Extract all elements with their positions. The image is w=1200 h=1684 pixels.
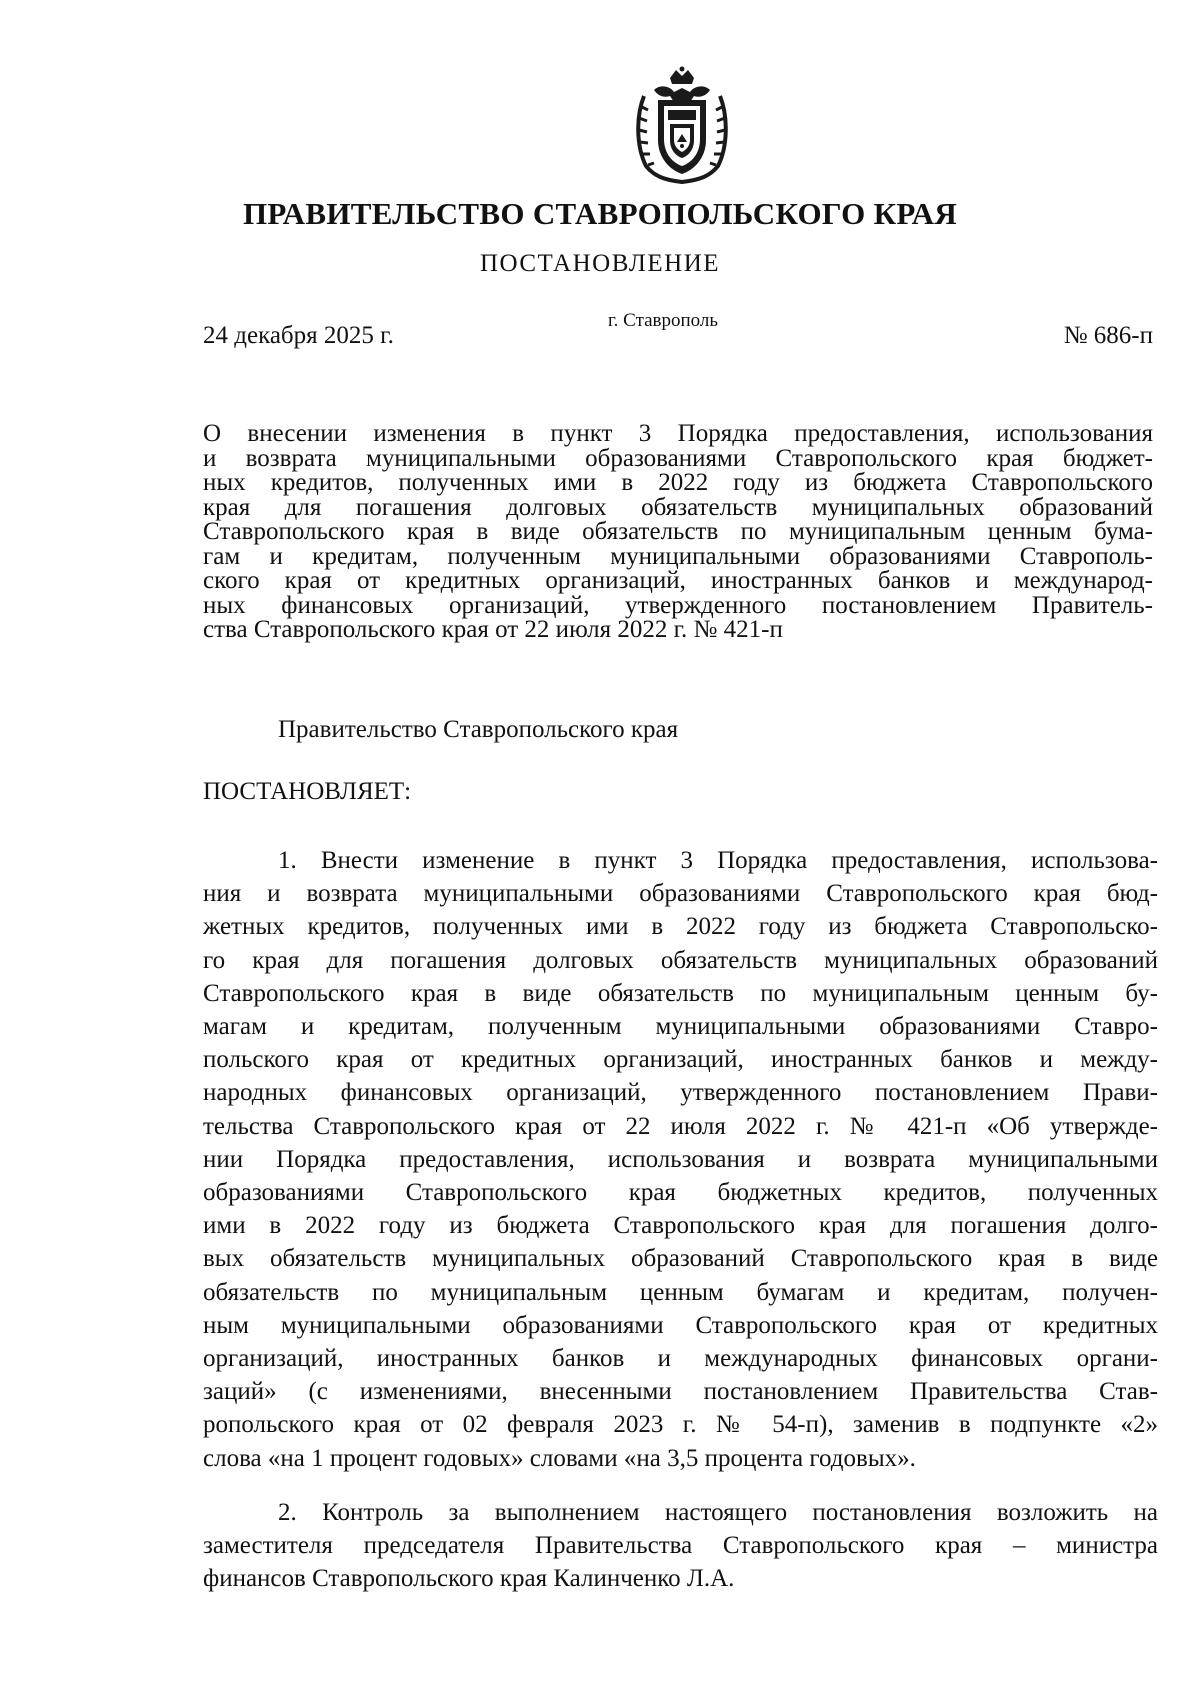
document-city: г. Ставрополь — [608, 310, 719, 331]
subject-line: ных финансовых организаций, утвержденного постановлением Правитель- — [203, 591, 1153, 619]
paragraph-2 — [203, 1496, 1158, 1596]
preamble-resolves: ПОСТАНОВЛЯЕТ: — [203, 778, 412, 805]
paragraph-1 — [203, 844, 1158, 1475]
document-date: 24 декабря 2025 г. — [203, 322, 394, 349]
paragraph-line: заместителя председателя Правительства Ставропольского края – министра — [203, 1532, 1158, 1560]
paragraph-line: польского края от кредитных организаций, иностранных банков и между- — [203, 1046, 1158, 1074]
paragraph-line: 1. Внести изменение в пункт 3 Порядка предоставления, использова- — [278, 847, 1158, 874]
document-subject — [203, 422, 1153, 643]
preamble-government: Правительство Ставропольского края — [278, 716, 679, 743]
paragraph-line: обязательств по муниципальным ценным бумагам и кредитам, получен- — [203, 1278, 1158, 1306]
paragraph-line: 2. Контроль за выполнением настоящего постановления возложить на — [278, 1499, 1158, 1526]
document-number: № 686-п — [1063, 322, 1153, 349]
subject-line: О внесении изменения в пункт 3 Порядка предоставления, использования — [203, 420, 1153, 447]
subject-line: и возврата муниципальными образованиями Ставропольского края бюджет- — [203, 444, 1153, 472]
paragraph-line: Ставропольского края в виде обязательств по муниципальным ценным бу- — [203, 979, 1158, 1007]
subject-line: ных кредитов, полученных ими в 2022 году из бюджета Ставропольского — [203, 469, 1153, 496]
paragraph-line: ния и возврата муниципальными образованиями Ставропольского края бюд- — [203, 880, 1158, 908]
paragraph-line: народных финансовых организаций, утвержденного постановлением Прави- — [203, 1079, 1158, 1107]
paragraph-line: тельства Ставропольского края от 22 июля 2022 г. № 421-п «Об утвержде- — [203, 1112, 1158, 1140]
paragraph-line: го края для погашения долговых обязательств муниципальных образований — [203, 946, 1158, 974]
subject-line: гам и кредитам, полученным муниципальными образованиями Ставрополь- — [203, 542, 1153, 570]
paragraph-line: ими в 2022 году из бюджета Ставропольского края для погашения долго- — [203, 1212, 1158, 1240]
paragraph-line: организаций, иностранных банков и международных финансовых органи- — [203, 1345, 1158, 1373]
document-type: ПОСТАНОВЛЕНИЕ — [479, 250, 721, 277]
paragraph-line: жетных кредитов, полученных ими в 2022 году из бюджета Ставропольско- — [203, 913, 1158, 941]
paragraph-line: образованиями Ставропольского края бюджетных кредитов, полученных — [203, 1179, 1158, 1207]
government-title: ПРАВИТЕЛЬСТВО СТАВРОПОЛЬСКОГО КРАЯ — [242, 196, 958, 231]
paragraph-line: вых обязательств муниципальных образований Ставропольского края в виде — [203, 1245, 1158, 1273]
paragraph-line: нии Порядка предоставления, использования и возврата муниципальными — [203, 1145, 1158, 1173]
paragraph-line: ропольского края от 02 февраля 2023 г. № 54-п), заменив в подпункте «2» — [203, 1411, 1158, 1439]
paragraph-line: финансов Ставропольского края Калинченко Л.А. — [203, 1565, 735, 1593]
subject-line: ского края от кредитных организаций, иностранных банков и международ- — [203, 567, 1153, 594]
paragraph-line: ным муниципальными образованиями Ставропольского края от кредитных — [203, 1311, 1158, 1339]
subject-line: края для погашения долговых обязательств муниципальных образований — [203, 493, 1153, 521]
coat-of-arms-icon — [634, 66, 730, 184]
paragraph-line: заций» (с изменениями, внесенными постановлением Правительства Став- — [203, 1378, 1158, 1406]
paragraph-line: магам и кредитам, полученным муниципальными образованиями Ставро- — [203, 1013, 1158, 1041]
subject-line: ства Ставропольского края от 22 июля 2022 г. № 421-п — [203, 616, 783, 643]
subject-line: Ставропольского края в виде обязательств по муниципальным ценным бума- — [203, 518, 1153, 545]
paragraph-line: слова «на 1 процент годовых» словами «на 3,5 процента годовых». — [203, 1444, 916, 1472]
